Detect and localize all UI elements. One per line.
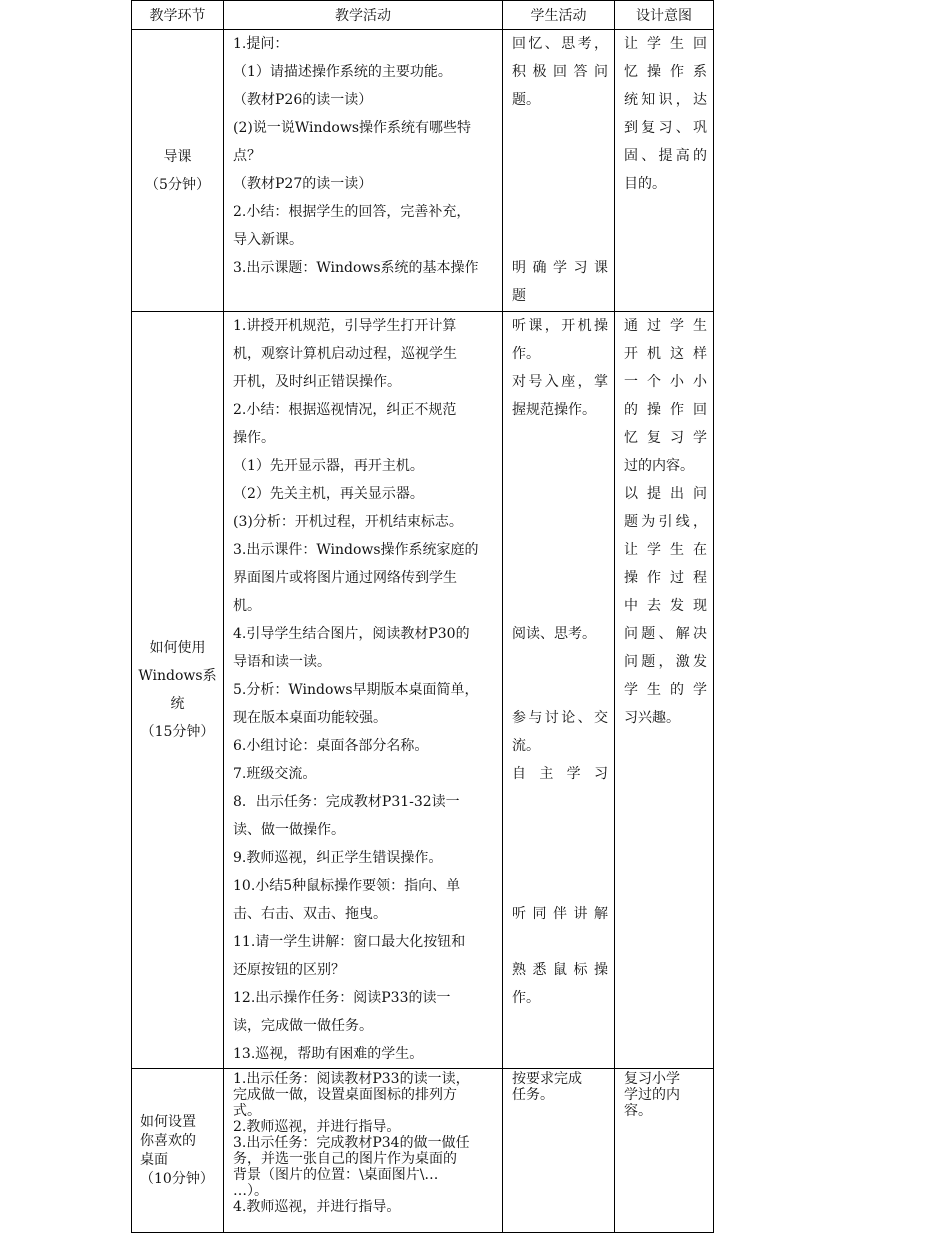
text-line: 11.请一学生讲解：窗口最大化按钮和 — [233, 934, 466, 950]
text-line: 统知识，达 — [624, 92, 707, 108]
text-line: 式。 — [233, 1103, 261, 1119]
text-line: 对号入座，掌 — [512, 374, 608, 390]
text-line — [512, 424, 608, 452]
text-line: 让学生在 — [624, 542, 707, 558]
text-line: 操作。 — [233, 430, 275, 446]
text-line: 你喜欢的 — [140, 1132, 196, 1149]
text-line: 8．出示任务：完成教材P31-32读一 — [233, 794, 460, 810]
text-line: （10分钟） — [140, 1170, 214, 1187]
text-line — [512, 226, 608, 254]
design-intent-cell — [615, 1069, 714, 1233]
text-line: 开机这样 — [624, 346, 707, 362]
text-line: 7.班级交流。 — [233, 766, 317, 782]
text-line: （5分钟） — [145, 176, 210, 193]
text-line: 习兴趣。 — [624, 710, 680, 726]
table-row-desktop — [132, 1069, 714, 1233]
text-line: 机。 — [233, 598, 261, 614]
text-line: （15分钟） — [140, 724, 215, 740]
text-line: 1.提问： — [233, 36, 289, 52]
text-line: 回忆、思考， — [512, 36, 608, 52]
text-line: 还原按钮的区别？ — [233, 962, 345, 978]
text-line: 机，观察计算机启动过程，巡视学生 — [233, 346, 457, 362]
text-line: 6.小组讨论：桌面各部分名称。 — [233, 738, 429, 754]
student-activity-cell — [503, 30, 615, 312]
text-line: 作。 — [512, 346, 540, 362]
text-line: （2）先关主机，再关显示器。 — [233, 486, 424, 502]
text-line — [512, 648, 608, 676]
text-line: 3.出示课件：Windows操作系统家庭的 — [233, 542, 479, 558]
text-line: 题 — [512, 288, 526, 304]
text-line: 如何设置 — [140, 1113, 196, 1130]
text-line: 问题、解决 — [624, 626, 707, 642]
text-line: (3)分析：开机过程，开机结束标志。 — [233, 514, 463, 530]
text-line: 流。 — [512, 738, 540, 754]
text-line: 4.教师巡视，并进行指导。 — [233, 1199, 401, 1215]
text-line: 12.出示操作任务：阅读P33的读一 — [233, 990, 451, 1006]
text-line: 1.出示任务：阅读教材P33的读一读， — [233, 1071, 470, 1087]
text-line — [512, 788, 608, 816]
text-line: Windows系 — [138, 668, 217, 684]
text-line: 一个小小 — [624, 374, 707, 390]
text-line — [512, 170, 608, 198]
text-line: 的操作回 — [624, 402, 707, 418]
text-line: 统 — [170, 696, 185, 712]
text-line — [512, 592, 608, 620]
design-intent-cell — [615, 312, 714, 1069]
text-line: 问题，激发 — [624, 654, 707, 670]
text-line: 学生的学 — [624, 682, 707, 698]
text-line: 听同伴讲解 — [512, 906, 608, 922]
text-line: 目的。 — [624, 176, 666, 192]
text-line: 自主学习 — [512, 766, 608, 782]
text-line — [512, 198, 608, 226]
text-line: 1.讲授开机规范，引导学生打开计算 — [233, 318, 457, 334]
text-line: 3.出示任务：完成教材P34的做一做任 — [233, 1135, 470, 1151]
text-line: 2.小结：根据巡视情况，纠正不规范 — [233, 402, 457, 418]
text-line: 3.出示课题：Windows系统的基本操作 — [233, 260, 479, 276]
text-line: 参与讨论、交 — [512, 710, 608, 726]
text-line: 忆复习学 — [624, 430, 707, 446]
text-line: 4.引导学生结合图片，阅读教材P30的 — [233, 626, 470, 642]
text-line: 任务。 — [512, 1087, 554, 1103]
text-line: 2.小结：根据学生的回答，完善补充， — [233, 204, 471, 220]
text-line: 界面图片或将图片通过网络传到学生 — [233, 570, 457, 586]
text-line — [512, 928, 608, 956]
text-line: 如何使用 — [149, 640, 206, 656]
text-line: 5.分析：Windows早期版本桌面简单， — [233, 682, 479, 698]
text-line — [512, 114, 608, 142]
header-design-intent: 设计意图 — [615, 1, 714, 30]
text-line: 导课 — [163, 148, 192, 165]
table-row-using-windows — [132, 312, 714, 1069]
text-line: （1）请描述操作系统的主要功能。 — [233, 64, 452, 80]
stage-cell — [132, 312, 224, 1069]
text-line: 忆操作系 — [624, 64, 707, 80]
text-line: 2.教师巡视，并进行指导。 — [233, 1119, 401, 1135]
text-line: 固、提高的 — [624, 148, 707, 164]
text-line: 务，并选一张自己的图片作为桌面的 — [233, 1151, 457, 1167]
text-line: 操作过程 — [624, 570, 707, 586]
header-row — [132, 1, 714, 30]
text-line: 背景（图片的位置：\桌面图片\… — [233, 1167, 439, 1183]
text-line: 题。 — [512, 92, 540, 108]
design-intent-cell — [615, 30, 714, 312]
text-line: 握规范操作。 — [512, 402, 596, 418]
text-line — [512, 564, 608, 592]
text-line: 击、右击、双击、拖曳。 — [233, 906, 387, 922]
student-activity-cell — [503, 312, 615, 1069]
text-line — [512, 480, 608, 508]
text-line: 学过的内 — [624, 1087, 680, 1103]
text-line: 阅读、思考。 — [512, 626, 596, 642]
text-line: 点？ — [233, 148, 261, 164]
text-line: 过的内容。 — [624, 458, 694, 474]
text-line: 读、做一做操作。 — [233, 822, 345, 838]
text-line: （1）先开显示器，再开主机。 — [233, 458, 424, 474]
text-line: 复习小学 — [624, 1071, 680, 1087]
text-line: 桌面 — [140, 1151, 168, 1168]
teacher-activity-cell — [224, 30, 503, 312]
text-line — [512, 452, 608, 480]
text-line: 题为引线， — [624, 514, 707, 530]
text-line: 导入新课。 — [233, 232, 303, 248]
text-line: …）。 — [233, 1183, 268, 1199]
text-line: 作。 — [512, 990, 540, 1006]
text-line: （教材P26的读一读） — [233, 92, 373, 108]
lesson-plan-table — [131, 0, 714, 1233]
text-line: 熟悉鼠标操 — [512, 962, 608, 978]
text-line: 听课，开机操 — [512, 318, 608, 334]
text-line: 9.教师巡视，纠正学生错误操作。 — [233, 850, 443, 866]
header-stage: 教学环节 — [132, 1, 224, 30]
text-line: 现在版本桌面功能较强。 — [233, 710, 387, 726]
text-line — [512, 844, 608, 872]
text-line: 10.小结5种鼠标操作要领：指向、单 — [233, 878, 461, 894]
teacher-activity-cell — [224, 1069, 503, 1233]
text-line: 通过学生 — [624, 318, 707, 334]
text-line: 导语和读一读。 — [233, 654, 331, 670]
text-line — [512, 676, 608, 704]
teacher-activity-cell — [224, 312, 503, 1069]
text-line: (2)说一说Windows操作系统有哪些特 — [233, 120, 472, 136]
stage-cell — [132, 1069, 224, 1233]
text-line — [512, 872, 608, 900]
text-line — [512, 142, 608, 170]
text-line: 容。 — [624, 1103, 652, 1119]
text-line: 以提出问 — [624, 486, 707, 502]
text-line: 按要求完成 — [512, 1071, 582, 1087]
header-student-activity: 学生活动 — [503, 1, 615, 30]
text-line: 积极回答问 — [512, 64, 608, 80]
text-line: 中去发现 — [624, 598, 707, 614]
text-line — [512, 816, 608, 844]
stage-cell — [132, 30, 224, 312]
text-line: （教材P27的读一读） — [233, 176, 373, 192]
text-line: 到复习、巩 — [624, 120, 707, 136]
text-line — [512, 536, 608, 564]
student-activity-cell — [503, 1069, 615, 1233]
text-line: 完成做一做，设置桌面图标的排列方 — [233, 1087, 457, 1103]
text-line: 开机，及时纠正错误操作。 — [233, 374, 401, 390]
table-row-intro — [132, 30, 714, 312]
header-teacher-activity: 教学活动 — [224, 1, 503, 30]
text-line: 读，完成做一做任务。 — [233, 1018, 373, 1034]
text-line: 明确学习课 — [512, 260, 608, 276]
text-line: 让学生回 — [624, 36, 707, 52]
text-line: 13.巡视，帮助有困难的学生。 — [233, 1046, 424, 1062]
text-line — [512, 508, 608, 536]
